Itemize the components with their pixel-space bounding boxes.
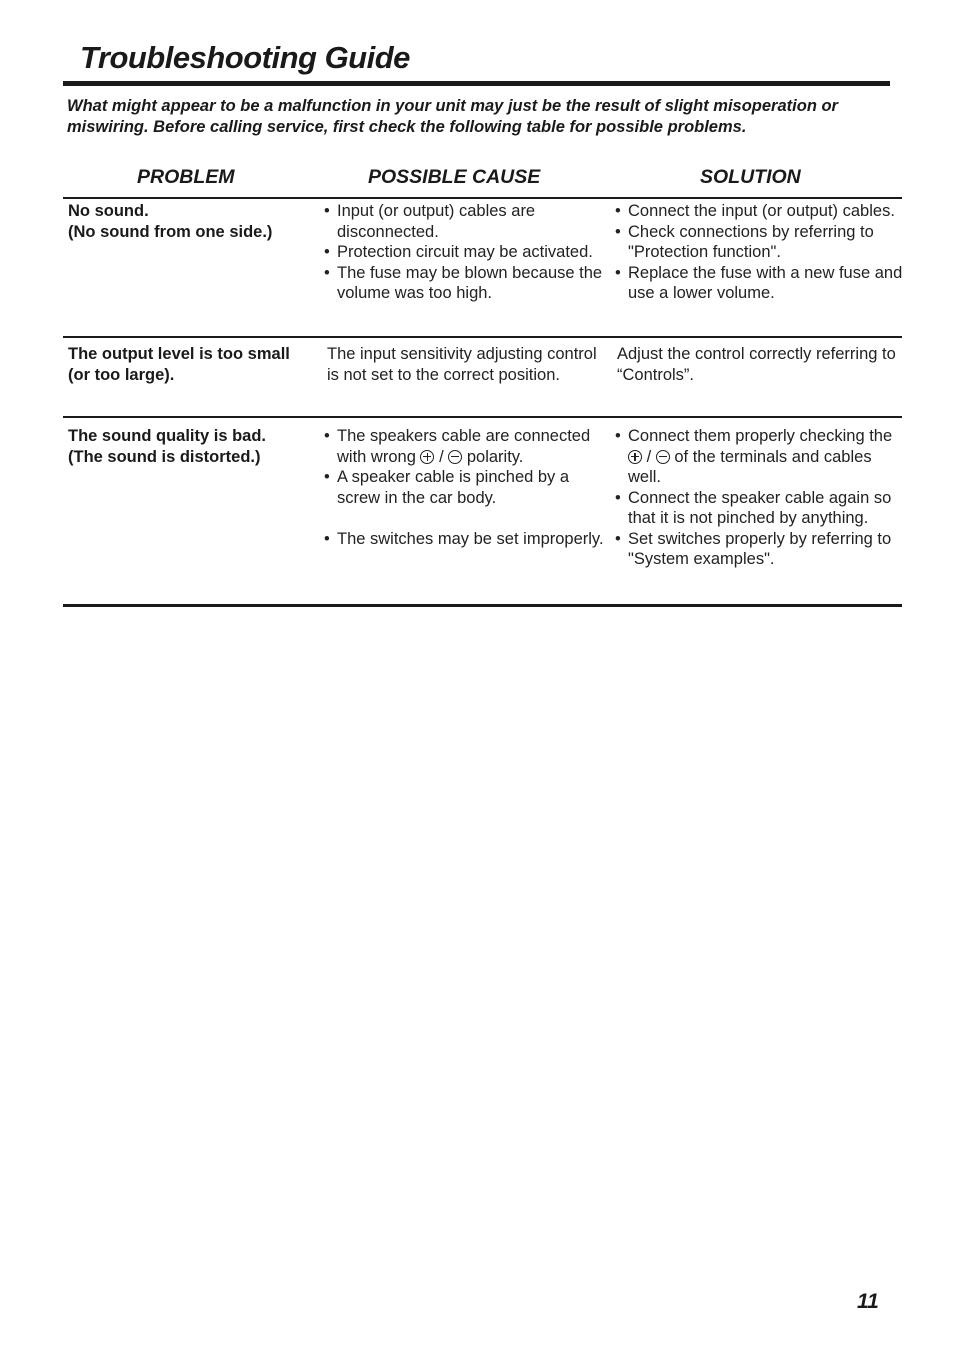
row-3-cause-1: [324, 426, 609, 467]
column-header-problem: PROBLEM: [137, 166, 235, 188]
row-1-cause-3: • The fuse may be blown because the volume was too high.: [324, 263, 609, 304]
spacer: [324, 508, 609, 529]
row-1-problem-line-1: No sound.: [68, 202, 149, 220]
minus-terminal-icon: [656, 450, 670, 464]
page-title: Troubleshooting Guide: [80, 40, 410, 75]
row-3-cause-3: • The switches may be set improperly.: [324, 529, 609, 550]
row-3-problem-line-2: (The sound is distorted.): [68, 447, 261, 466]
row-3-causes: [324, 426, 609, 549]
table-header-divider: [63, 197, 902, 199]
column-header-solution: SOLUTION: [700, 166, 801, 188]
plus-terminal-icon: [628, 450, 642, 464]
row-3-solution-1-text-b: of the terminals and cables well.: [628, 447, 872, 486]
title-divider: [63, 81, 890, 86]
row-3-cause-1-text-b: polarity.: [466, 447, 524, 466]
row-1-solution-3: • Replace the fuse with a new fuse and use a lower volume.: [615, 263, 905, 304]
row-3-solution-2: • Connect the speaker cable again so that it is not pinched by anything.: [615, 488, 905, 529]
row-1-cause-1: • Input (or output) cables are disconnected.: [324, 201, 609, 242]
row-1-causes: [324, 201, 609, 304]
row-1-cause-2: • Protection circuit may be activated.: [324, 242, 609, 263]
intro-paragraph: What might appear to be a malfunction in your unit may just be the result of slight misoperation or miswiring. Before calling service, first check the following table for possible problems.: [67, 97, 838, 136]
row-2-problem: The output level is too small (or too large).: [68, 345, 290, 384]
row-3-cause-1-text-a: The speakers cable are connected with wrong: [337, 427, 591, 466]
table-bottom-rule: [63, 604, 902, 607]
row-1-divider: [63, 336, 902, 338]
row-3-solution-1-text-a: Connect them properly checking the: [628, 427, 893, 445]
row-1-solutions: [615, 201, 905, 304]
minus-terminal-icon: [448, 450, 462, 464]
row-1-problem-line-2: (No sound from one side.): [68, 222, 273, 241]
row-3-solutions: [615, 426, 905, 570]
row-2-divider: [63, 416, 902, 418]
polarity-separator: /: [646, 447, 652, 466]
row-2-solution: Adjust the control correctly referring to “Controls”.: [617, 345, 896, 384]
polarity-separator: /: [439, 447, 444, 466]
row-3-problem: [68, 426, 308, 467]
plus-terminal-icon: [420, 450, 434, 464]
row-3-problem-line-1: The sound quality is bad.: [68, 427, 267, 445]
row-3-solution-3: • Set switches properly by referring to "System examples".: [615, 529, 905, 570]
row-1-problem: [68, 201, 308, 242]
row-3-solution-1: [615, 426, 905, 488]
row-1-solution-1: • Connect the input (or output) cables.: [615, 201, 905, 222]
page-number: 11: [857, 1290, 879, 1313]
column-header-possible-cause: POSSIBLE CAUSE: [368, 166, 541, 188]
row-3-cause-2: • A speaker cable is pinched by a screw in the car body.: [324, 467, 609, 508]
row-1-solution-2: • Check connections by referring to "Protection function".: [615, 222, 905, 263]
row-2-cause: The input sensitivity adjusting control is not set to the correct position.: [327, 345, 597, 384]
